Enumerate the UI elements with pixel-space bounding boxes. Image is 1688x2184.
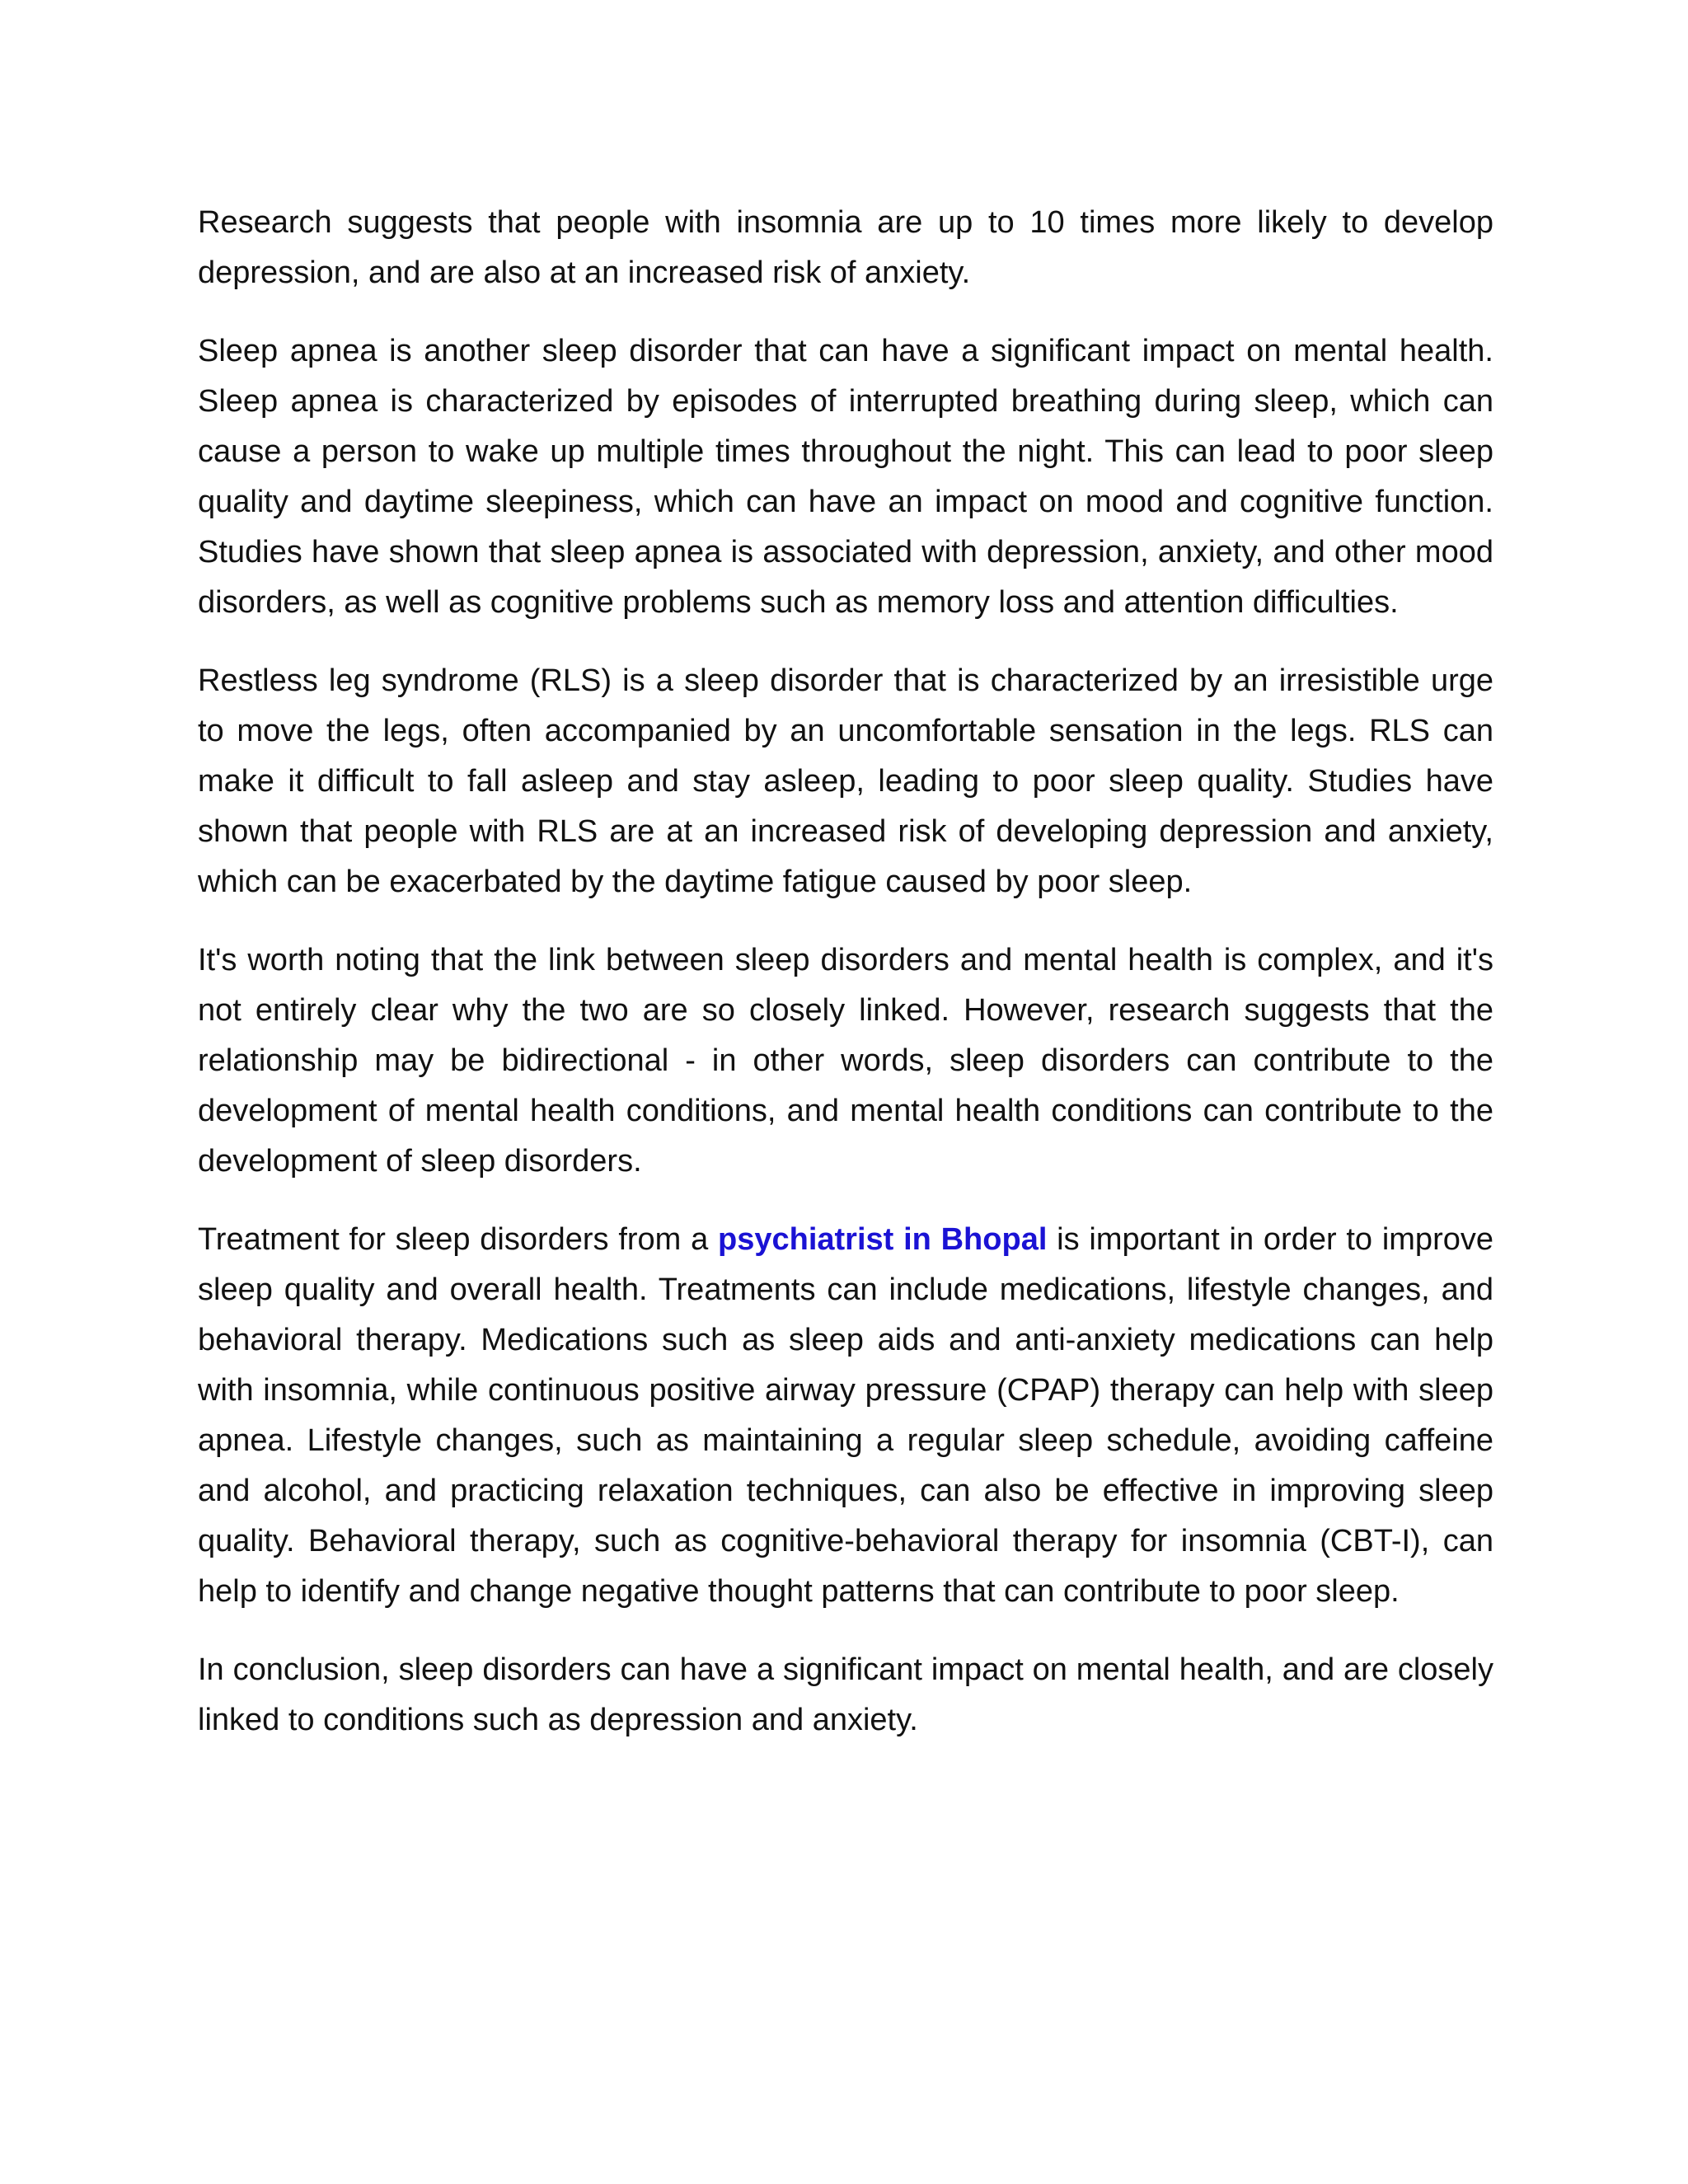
treatment-text-before-link: Treatment for sleep disorders from a (198, 1222, 718, 1257)
psychiatrist-link[interactable]: psychiatrist in Bhopal (718, 1222, 1048, 1257)
paragraph-sleep-apnea: Sleep apnea is another sleep disorder that can have a significant impact on mental health. Sleep apnea is characterized by episodes of interrupted breathing during sleep, which can cause a person to wake up multiple times throughout the night. This can lead to poor sleep quality and daytime sleepiness, which can have an impact on mood and cognitive function. Studies have shown that sleep apnea is associated with depression, anxiety, and other mood disorders, as well as cognitive problems such as memory loss and attention difficulties. (198, 334, 1493, 620)
paragraph-treatment (198, 1215, 1493, 1617)
paragraph-conclusion: In conclusion, sleep disorders can have a significant impact on mental health, and are closely linked to conditions such as depression and anxiety. (198, 1652, 1493, 1737)
treatment-text-after-link: is important in order to improve sleep quality and overall health. Treatments can include medications, lifestyle changes, and behavioral therapy. Medications such as sleep aids and anti-anxiety medications can help with insomnia, while continuous positive airway pressure (CPAP) therapy can help with sleep apnea. Lifestyle changes, such as maintaining a regular sleep schedule, avoiding caffeine and alcohol, and practicing relaxation techniques, can also be effective in improving sleep quality. Behavioral therapy, such as cognitive-behavioral therapy for insomnia (CBT-I), can help to identify and change negative thought patterns that can contribute to poor sleep. (198, 1222, 1493, 1609)
paragraph-bidirectional-link: It's worth noting that the link between sleep disorders and mental health is complex, and it's not entirely clear why the two are so closely linked. However, research suggests that the relationship may be bidirectional - in other words, sleep disorders can contribute to the development of mental health conditions, and mental health conditions can contribute to the development of sleep disorders. (198, 943, 1493, 1179)
paragraph-insomnia-research: Research suggests that people with insomnia are up to 10 times more likely to develop depression, and are also at an increased risk of anxiety. (198, 205, 1493, 290)
paragraph-restless-leg-syndrome: Restless leg syndrome (RLS) is a sleep disorder that is characterized by an irresistible urge to move the legs, often accompanied by an uncomfortable sensation in the legs. RLS can make it difficult to fall asleep and stay asleep, leading to poor sleep quality. Studies have shown that people with RLS are at an increased risk of developing depression and anxiety, which can be exacerbated by the daytime fatigue caused by poor sleep. (198, 663, 1493, 899)
document-body (198, 198, 1493, 1774)
